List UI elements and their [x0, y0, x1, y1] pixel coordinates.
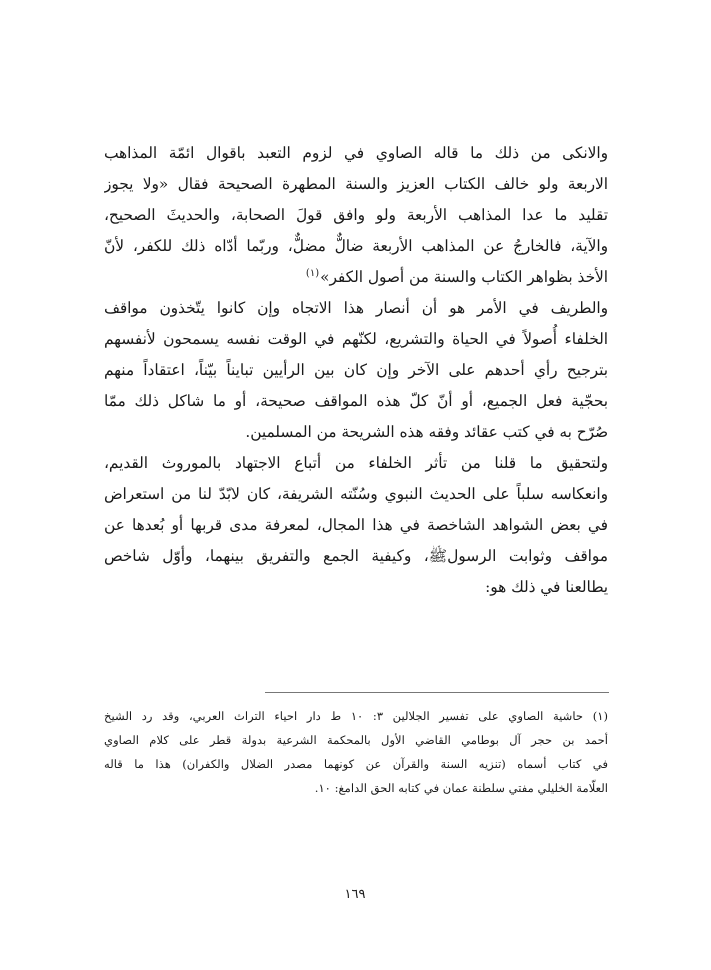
text-line: والانكى من ذلك ما قاله الصاوي في لزوم التعبد باقوال ائمّة المذاهب [104, 144, 608, 162]
footnote-divider [265, 692, 609, 693]
main-text [104, 138, 608, 603]
text-line: مواقف وثوابت الرسولﷺ، وكيفية الجمع والتفريق بينهما، وأوّل شاخص [104, 547, 608, 565]
text-line: الخلفاء أُصولاً في الحياة والتشريع، لكنّهم في الوقت نفسه يسمحون لأنفسهم [104, 330, 608, 348]
text-line: والطريف في الأمر هو أن أنصار هذا الاتجاه وإن كانوا يتّخذون مواقف [104, 299, 608, 317]
text-line: الاربعة ولو خالف الكتاب العزيز والسنة المطهرة الصحيحة فقال «ولا يجوز [104, 175, 608, 193]
text-line: وانعكاسه سلباً على الحديث النبوي وسُنّته الشريفة، كان لابّدّ لنا من استعراض [104, 485, 608, 503]
text-line: يطالعنا في ذلك هو: [485, 578, 608, 596]
footnote-line: (١) حاشية الصاوي على تفسير الجلالين ٣: ١٠ ط دار احياء التراث العربي، وقد رد الشيخ [104, 709, 608, 723]
text-line: تقليد ما عدا المذاهب الأربعة ولو وافق قولَ الصحابة، والحديثَ الصحيح، [104, 206, 608, 224]
footnote-line: أحمد بن حجر آل بوطامي القاضي الأول بالمحكمة الشرعية بدولة قطر على كلام الصاوي [104, 733, 608, 747]
text-line: ولتحقيق ما قلنا من تأثر الخلفاء من أتباع الاجتهاد بالموروث القديم، [104, 454, 608, 472]
text-line-content: الأخذ بظواهر الكتاب والسنة من أصول الكفر» [320, 268, 608, 286]
text-line: في بعض الشواهد الشاخصة في هذا المجال، لمعرفة مدى قربها أو بُعدها عن [104, 516, 608, 534]
text-line: بحجّية فعل الجميع، أو أنّ كلّ هذه المواقف صحيحة، أو ما شاكل ذلك ممّا [104, 392, 608, 410]
text-line [104, 262, 608, 293]
page-number: ١٦٩ [344, 887, 366, 902]
text-line: بترجيح رأي أحدهم على الآخر وإن كان بين الرأيين تبايناً بيّناً، اعتقاداً منهم [104, 361, 608, 379]
text-line: والآية، فالخارجُ عن المذاهب الأربعة ضالٌّ مضلٌّ، وربّما أدّاه ذلك للكفر، لأنّ [104, 237, 608, 255]
footnotes [104, 704, 608, 800]
footnote-line: العلّامة الخليلي مفتي سلطنة عمان في كتابه الحق الدامغ: ١٠. [314, 781, 608, 795]
footnote-marker[interactable]: (١) [305, 267, 320, 279]
text-line: صُرّح به في كتب عقائد وفقه هذه الشريحة من المسلمين. [245, 423, 608, 441]
footnote-line: في كتاب أسماه (تنزيه السنة والقرآن عن كونهما مصدر الضلال والكفران) هذا ما قاله [104, 757, 608, 771]
